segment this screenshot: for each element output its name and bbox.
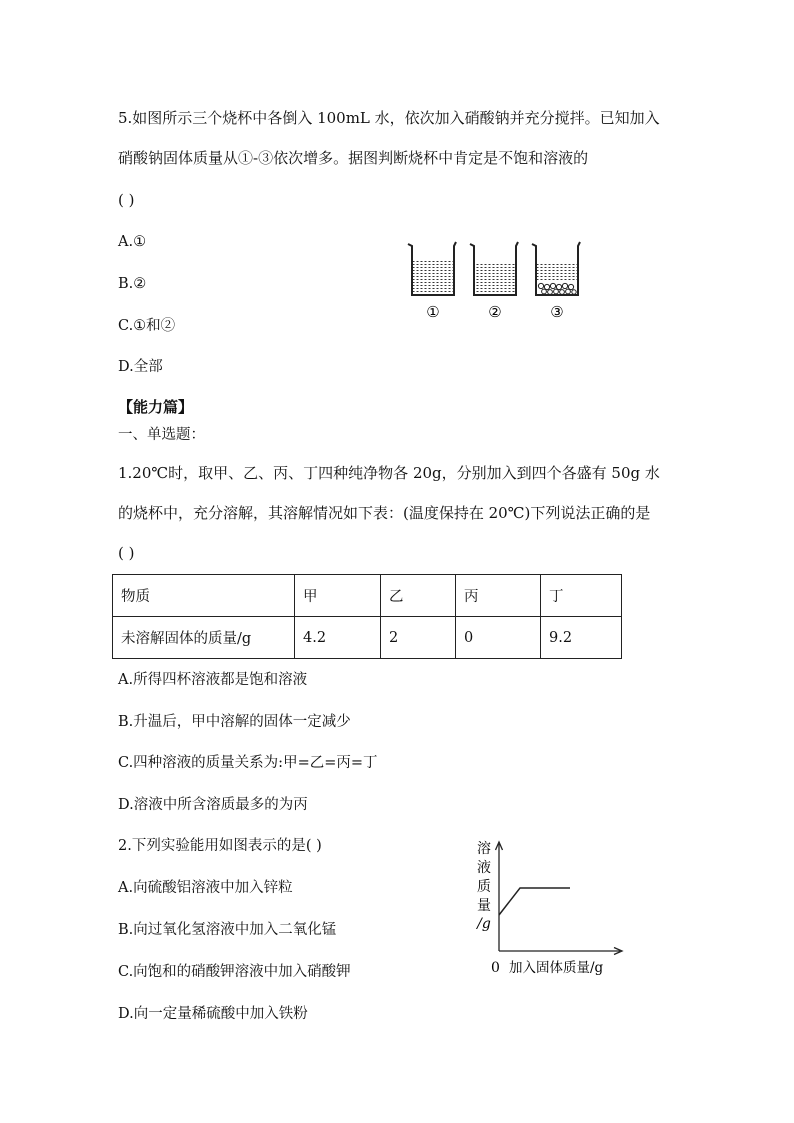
table-cell: 2 [381,617,456,659]
table-header-cell: 乙 [381,575,456,617]
table-header-cell: 物质 [113,575,295,617]
beaker-1 [408,242,456,295]
q2-option-c: C.向饱和的硝酸钾溶液中加入硝酸钾 [118,964,351,980]
section-subtitle: 一、单选题： [118,427,205,443]
q1-stem-line1: 1.20℃时，取甲、乙、丙、丁四种纯净物各 20g，分别加入到四个各盛有 50g 水 [118,464,660,482]
table-cell: 0 [456,617,541,659]
beaker-2 [470,242,518,295]
table-cell: 9.2 [541,617,622,659]
q5-stem-line2: 硝酸钠固体质量从①-③依次增多。据图判断烧杯中肯定是不饱和溶液的 [118,149,589,167]
q1-option-c: C.四种溶液的质量关系为:甲=乙=丙=丁 [118,755,378,771]
q5-answer-blank: ( ) [118,191,135,209]
undissolved-crystals [538,283,576,294]
table-header-cell: 丙 [456,575,541,617]
q1-stem-line2: 的烧杯中，充分溶解，其溶解情况如下表：(温度保持在 20℃)下列说法正确的是 [118,504,651,522]
table-cell: 未溶解固体的质量/g [113,617,295,659]
table-header-cell: 丁 [541,575,622,617]
graph-xlabel: 加入固体质量/g [509,960,604,976]
table-row [113,617,622,659]
graph-ylabel-char: 液 [477,860,491,876]
q5-option-b: B.② [118,276,147,292]
solubility-table [112,574,622,659]
table-cell: 4.2 [295,617,381,659]
q5-option-a: A.① [118,234,147,250]
beaker-label-2: ② [488,303,502,321]
beaker-label-3: ③ [550,303,564,321]
table-header-row [113,575,622,617]
section-title: 【能力篇】 [118,398,194,416]
table-header-cell: 甲 [295,575,381,617]
q2-option-b: B.向过氧化氢溶液中加入二氧化锰 [118,922,337,938]
graph-origin-label: 0 [491,960,500,976]
solution-mass-graph [470,838,640,983]
graph-ylabel-char: /g [477,916,491,932]
q2-stem: 2.下列实验能用如图表示的是( ) [118,838,322,854]
q5-option-d: D.全部 [118,359,163,375]
graph-ylabel-char: 质 [477,879,491,895]
graph-ylabel-char: 溶 [477,841,491,857]
graph-ylabel-char: 量 [477,898,491,914]
q2-option-d: D.向一定量稀硫酸中加入铁粉 [118,1006,308,1022]
beakers-figure [404,236,594,326]
q5-stem-line1: 5.如图所示三个烧杯中各倒入 100mL 水，依次加入硝酸钠并充分搅拌。已知加入 [118,109,660,127]
q2-option-a: A.向硫酸铝溶液中加入锌粒 [118,880,293,896]
beaker-3 [532,242,580,295]
q1-option-d: D.溶液中所含溶质最多的为丙 [118,797,308,813]
graph-curve [499,888,570,915]
q1-option-a: A.所得四杯溶液都是饱和溶液 [118,672,308,688]
beaker-label-1: ① [426,303,440,321]
q1-option-b: B.升温后，甲中溶解的固体一定减少 [118,714,351,730]
q1-answer-blank: ( ) [118,544,135,562]
q5-option-c: C.①和② [118,318,176,334]
